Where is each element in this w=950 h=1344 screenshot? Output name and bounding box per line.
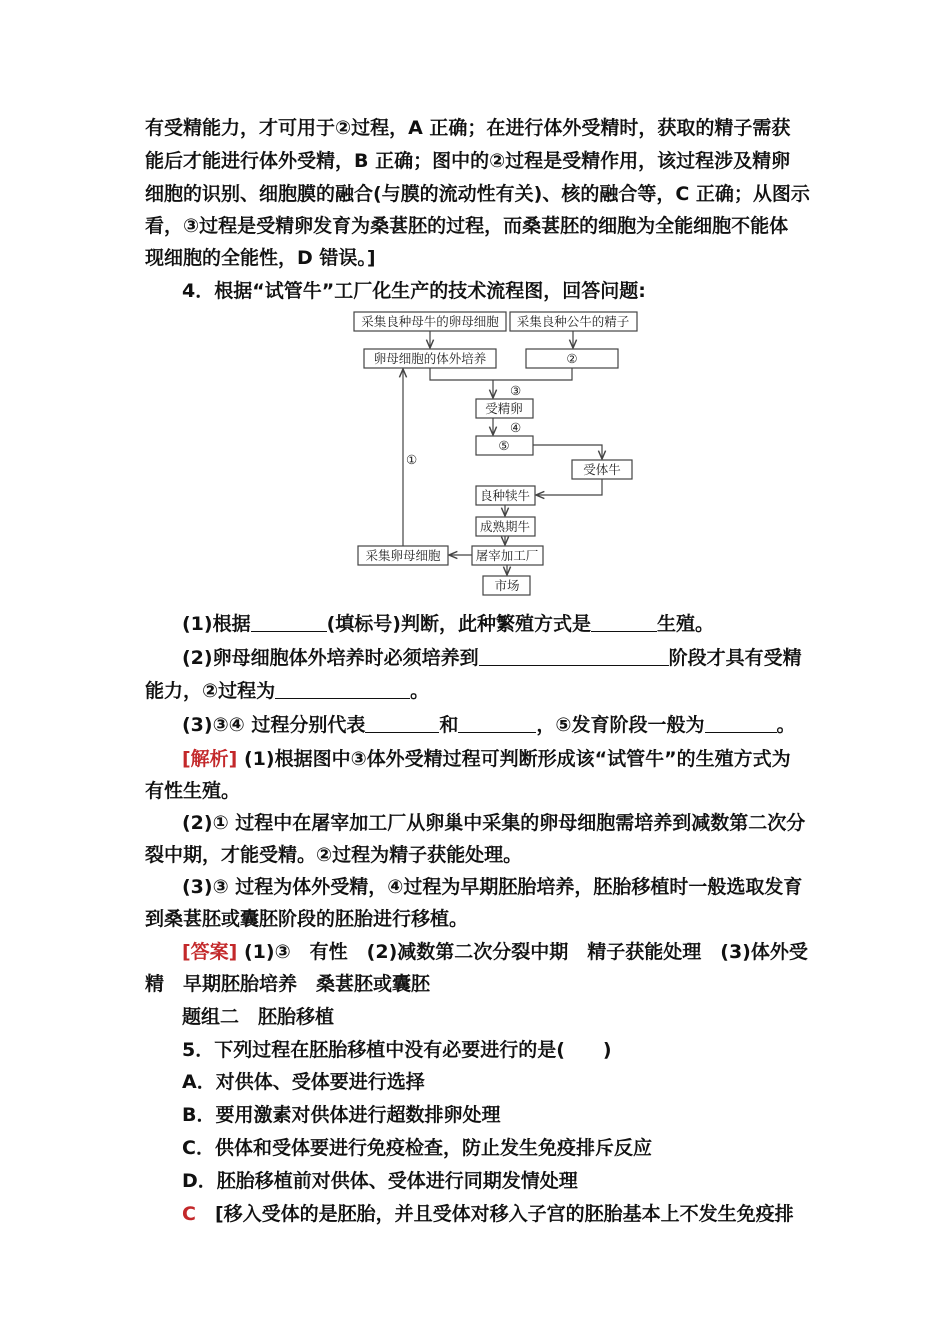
label-step-4: ④ [510, 420, 522, 435]
question-4-part-2: (2)卵母细胞体外培养时必须培养到 阶段才具有受精 [182, 647, 802, 669]
label-step-3: ③ [510, 383, 522, 398]
box-market [483, 576, 530, 595]
box-market-label: 市场 [494, 578, 520, 593]
paragraph-line-3: 细胞的识别、细胞膜的融合(与膜的流动性有关)、核的融合等，C 正确；从图示 [145, 183, 810, 205]
paragraph-line-4: 看，③过程是受精卵发育为桑葚胚的过程，而桑葚胚的细胞为全能细胞不能体 [145, 215, 789, 237]
answer-letter: C [182, 1203, 196, 1225]
option-a: A．对供体、受体要进行选择 [182, 1071, 425, 1093]
box-egg-culture-label: 卵母细胞的体外培养 [373, 351, 487, 366]
box-calf [476, 486, 535, 505]
question-4-part-1: (1)根据 (填标号)判断，此种繁殖方式是 生殖。 [182, 613, 714, 635]
box-slaughter-label: 屠宰加工厂 [475, 548, 539, 563]
box-step-2 [526, 349, 618, 368]
box-step-5-label: ⑤ [498, 438, 510, 453]
box-slaughter [472, 546, 543, 565]
label-step-1: ① [406, 452, 418, 467]
question-5-answer: C [移入受体的是胚胎，并且受体对移入子宫的胚胎基本上不发生免疫排 [182, 1203, 794, 1225]
option-b: B．要用激素对供体进行超数排卵处理 [182, 1104, 501, 1126]
box-egg-culture [364, 349, 496, 368]
analysis-line-1: [解析] (1)根据图中③体外受精过程可判断形成该“试管牛”的生殖方式为 [182, 748, 791, 770]
box-calf-label: 良种犊牛 [479, 488, 531, 503]
option-d: D．胚胎移植前对供体、受体进行同期发情处理 [182, 1170, 578, 1192]
box-step-2-label: ② [566, 351, 578, 366]
paragraph-line-1: 有受精能力，才可用于②过程，A 正确；在进行体外受精时，获取的精子需获 [145, 117, 791, 139]
paragraph-line-2: 能后才能进行体外受精，B 正确；图中的②过程是受精作用，该过程涉及精卵 [145, 150, 791, 172]
box-mature [476, 517, 535, 536]
box-cow-egg-label: 采集良种母牛的卵母细胞 [361, 314, 499, 329]
box-cow-egg [354, 312, 506, 331]
group-title: 题组二 胚胎移植 [182, 1006, 335, 1028]
question-4-title: 4．根据“试管牛”工厂化生产的技术流程图，回答问题: [182, 280, 646, 302]
box-recipient [572, 460, 632, 479]
answer-line-2: 精 早期胚胎培养 桑葚胚或囊胚 [145, 973, 431, 995]
box-collect-label: 采集卵母细胞 [365, 548, 441, 563]
analysis-line-5: (3)③ 过程为体外受精，④过程为早期胚胎培养，胚胎移植时一般选取发育 [182, 876, 803, 898]
analysis-line-4: 裂中期，才能受精。②过程为精子获能处理。 [145, 844, 523, 866]
option-c: C．供体和受体要进行免疫检查，防止发生免疫排斥反应 [182, 1137, 652, 1159]
question-5: 5．下列过程在胚胎移植中没有必要进行的是( ) [182, 1039, 612, 1061]
box-bull-sperm-label: 采集良种公牛的精子 [516, 314, 630, 329]
paragraph-line-5: 现细胞的全能性，D 错误。] [145, 247, 376, 269]
question-4-part-2-cont: 能力，②过程为 。 [145, 680, 430, 702]
flow-diagram [352, 308, 642, 600]
question-4-part-3: (3)③④ 过程分别代表 和 ，⑤发育阶段一般为 。 [182, 714, 796, 736]
analysis-line-2: 有性生殖。 [145, 780, 241, 802]
box-bull-sperm [510, 312, 637, 331]
box-step-5 [476, 436, 533, 455]
box-recipient-label: 受体牛 [583, 462, 621, 477]
box-zygote-label: 受精卵 [485, 401, 523, 416]
box-mature-label: 成熟期牛 [479, 519, 531, 534]
box-zygote [476, 399, 533, 418]
analysis-line-6: 到桑葚胚或囊胚阶段的胚胎进行移植。 [145, 908, 469, 930]
answer-tag: [答案] [182, 941, 238, 963]
answer-line-1: [答案] (1)③ 有性 (2)减数第二次分裂中期 精子获能处理 (3)体外受 [182, 941, 808, 963]
box-collect [358, 546, 448, 565]
analysis-tag: [解析] [182, 748, 238, 770]
analysis-line-3: (2)① 过程中在屠宰加工厂从卵巢中采集的卵母细胞需培养到减数第二次分 [182, 812, 806, 834]
